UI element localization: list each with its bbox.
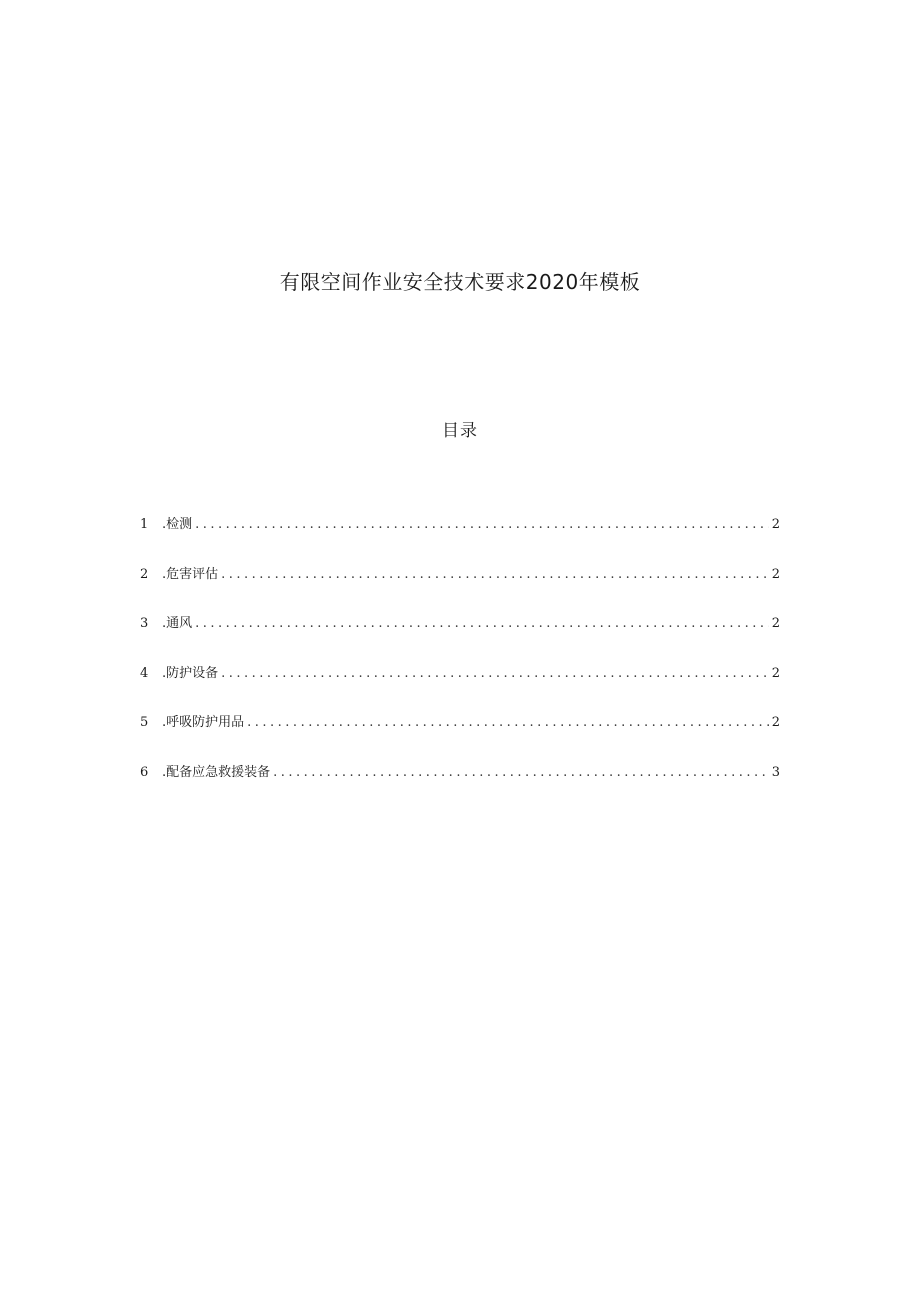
toc-dot-leader [195,616,769,631]
toc-dot-leader [273,765,769,780]
toc-item-2[interactable] [140,563,780,613]
toc-item-label[interactable]: .呼吸防护用品 [162,715,245,730]
toc-item-label[interactable]: .防护设备 [162,665,219,681]
toc-dot-leader [247,715,769,730]
toc-item-page: 2 [771,616,780,631]
toc-item-label[interactable]: .检测 [162,517,193,532]
toc-item-5[interactable] [140,711,780,761]
toc-item-label[interactable]: .通风 [162,616,193,631]
toc-item-page: 2 [771,665,780,681]
toc-dot-leader [195,517,769,532]
table-of-contents [140,513,780,810]
toc-heading: 目录 [442,421,478,441]
toc-item-1[interactable] [140,513,780,563]
toc-item-number: 3 [140,616,149,631]
toc-item-page: 2 [771,715,780,730]
toc-item-number: 2 [140,566,149,582]
toc-item-number: 4 [140,665,149,681]
toc-item-4[interactable] [140,662,780,712]
toc-item-label[interactable]: .危害评估 [162,566,219,582]
toc-item-3[interactable] [140,612,780,662]
document-title: 有限空间作业安全技术要求2020年模板 [279,270,641,294]
toc-item-6[interactable] [140,761,780,811]
toc-dot-leader [221,666,769,681]
toc-item-number: 5 [140,715,149,730]
toc-item-page: 3 [771,764,780,780]
toc-item-page: 2 [771,517,780,532]
toc-item-number: 1 [140,517,149,532]
toc-item-page: 2 [771,566,780,582]
toc-dot-leader [221,567,769,582]
toc-item-number: 6 [140,764,149,780]
toc-item-label[interactable]: .配备应急救援装备 [162,764,271,780]
